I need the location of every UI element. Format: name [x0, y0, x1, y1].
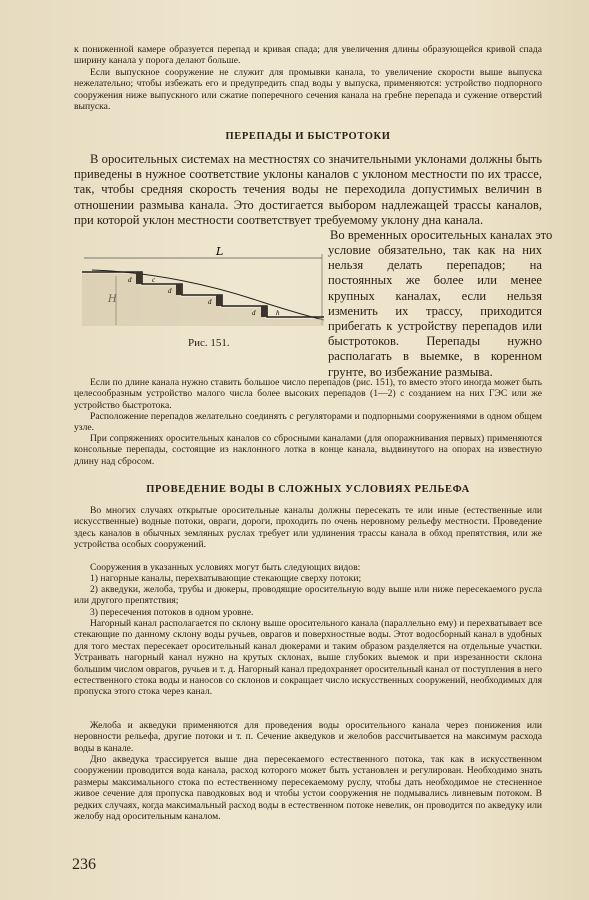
paragraph-drops-3: Расположение перепадов желательно соединять с регуляторами и подпорными сооружениями в одном общем узле.: [74, 411, 542, 434]
svg-text:d: d: [208, 298, 212, 306]
drop-step-3: [216, 295, 222, 306]
paragraph-relief-1: Во многих случаях открытые оросительные каналы должны пересекать те или иные (естественные или искусственные) водные потоки, овраги, дороги, проходить по очень неровному рельефу местности. Проведение здесь каналов в обычных земляных руслах требует или удлинения трассы канала в обход препятствия, или же устройства особых сооружений.: [74, 505, 542, 551]
figure-caption: Рис. 151.: [188, 337, 230, 349]
svg-text:d: d: [168, 287, 172, 295]
paragraph-top-1: к пониженной камере образуется перепад и кривая спада; для увеличения длины образующейся кривой спада ширину канала у порога делают больше.: [74, 44, 542, 67]
drop-step-2: [176, 284, 182, 295]
paragraph-relief-4: Желоба и акведуки применяются для проведения воды оросительного канала через понижения или неровности рельефа, другие потоки и т. п. Сечение акведуков и желобов рассчитывается на максимум расхода воды в канале.: [74, 720, 542, 754]
drop-step-4: [261, 306, 267, 317]
paragraph-drops-intro-tail: Во временных оросительных каналах это: [330, 228, 553, 242]
list-item-1: 1) нагорные каналы, перехватывающие стекающие сверху потоки;: [90, 573, 362, 584]
drop-step-1: [136, 272, 142, 284]
paragraph-drops-4: При сопряжениях оросительных каналов со сбросными каналами (для опоражнивания первых) применяются консольные перепады, состоящие из наклонного лотка в конце канала, выдвинутого на опорах на известную длину над сбросом.: [74, 433, 542, 467]
paragraph-drops-wrap: условие обязательно, так как на них нельзя делать перепадов; на постоянных же более или менее крупных каналах, если нельзя изменить их трассу, приходится прибегать к устройству перепадов или быстротоков. Перепады нужно располагать в выемке, в коренном грунте, во избежание размыва.: [328, 243, 542, 379]
paragraph-relief-5: Дно акведука трассируется выше дна пересекаемого естественного потока, так как в искусственном сооружении проводится вода канала, расход которого может быть установлен и регулирован. Необходимо знать размеры максимального стока по естественному пересекаемому руслу, чтобы дать необходимое не стесненное живое сечение для пропуска паводковых вод и чтобы устои сооружения не подмывались ливневым потоком. В редких случаях, когда максимальный расход воды в естественном потоке невелик, он проводится по акведуку или желобу над оросительным каналом.: [74, 754, 542, 823]
svg-text:d: d: [252, 309, 256, 317]
paragraph-drops-2: Если по длине канала нужно ставить большое число перепадов (рис. 151), то вместо этого иногда может быть целесообразным устройство малого числа более высоких перепадов (1—2) с созданием на них ГЭС или же устройство быстротока.: [74, 377, 542, 411]
paragraph-relief-2: Сооружения в указанных условиях могут быть следующих видов:: [90, 562, 361, 573]
label-L: L: [216, 245, 224, 258]
svg-text:h: h: [276, 309, 280, 317]
section-heading-relief: ПРОВЕДЕНИЕ ВОДЫ В СЛОЖНЫХ УСЛОВИЯХ РЕЛЬЕФА: [146, 484, 470, 495]
paragraph-relief-3: Нагорный канал располагается по склону выше оросительного канала (параллельно ему) и перехватывает все стекающие по данному склону воды ручьев, оврагов и поверхностные воды. Этот водосборный канал в удобных для того местах пересекает оросительный канал дюкерами и таким образом разделяется на отдельные участки. Устраивать нагорный канал нужно на крутых склонах, выше глубоких выемок и при изрезанности склона большим числом оврагов, ручьев и т. д. Нагорный канал предохраняет оросительный канал от поступления в него естественного стока воды и наносов со склонов и сокращает число искусственных сооружений, необходимых для пропуска этого стока через канал.: [74, 618, 542, 698]
svg-text:c: c: [152, 276, 156, 284]
paragraph-top-2: Если выпускное сооружение не служит для промывки канала, то увеличение скорости выше выпуска нежелательно; чтобы избежать его и предупредить спад воды у выпуска, применяются: устройство подпорного сооружения ниже выпускного или сжатие поперечного сечения канала на гребне перепада и сужение отверстий выпуска.: [74, 67, 542, 113]
paragraph-drops-intro: В оросительных системах на местностях со значительными уклонами должны быть приведены в нужное соответствие уклоны каналов с уклоном местности по их трассе, так, чтобы средняя скорость течения воды не переходила допустимых величин в отношении размыва канала. Это достигается выбором надлежащей трассы каналов, при которой уклон местности соответствует требуемому уклону дна канала.: [74, 152, 542, 227]
list-item-2: 2) акведуки, желоба, трубы и дюкеры, проводящие оросительную воду выше или ниже пересекаемого русла или другого препятствия;: [74, 584, 542, 607]
section-heading-drops: ПЕРЕПАДЫ И БЫСТРОТОКИ: [225, 131, 391, 142]
page-number: 236: [72, 856, 96, 873]
svg-text:d: d: [128, 276, 132, 284]
ground-fill: [82, 274, 324, 326]
drops-diagram: [72, 240, 324, 335]
list-item-3: 3) пересечения потоков в одном уровне.: [90, 607, 254, 618]
